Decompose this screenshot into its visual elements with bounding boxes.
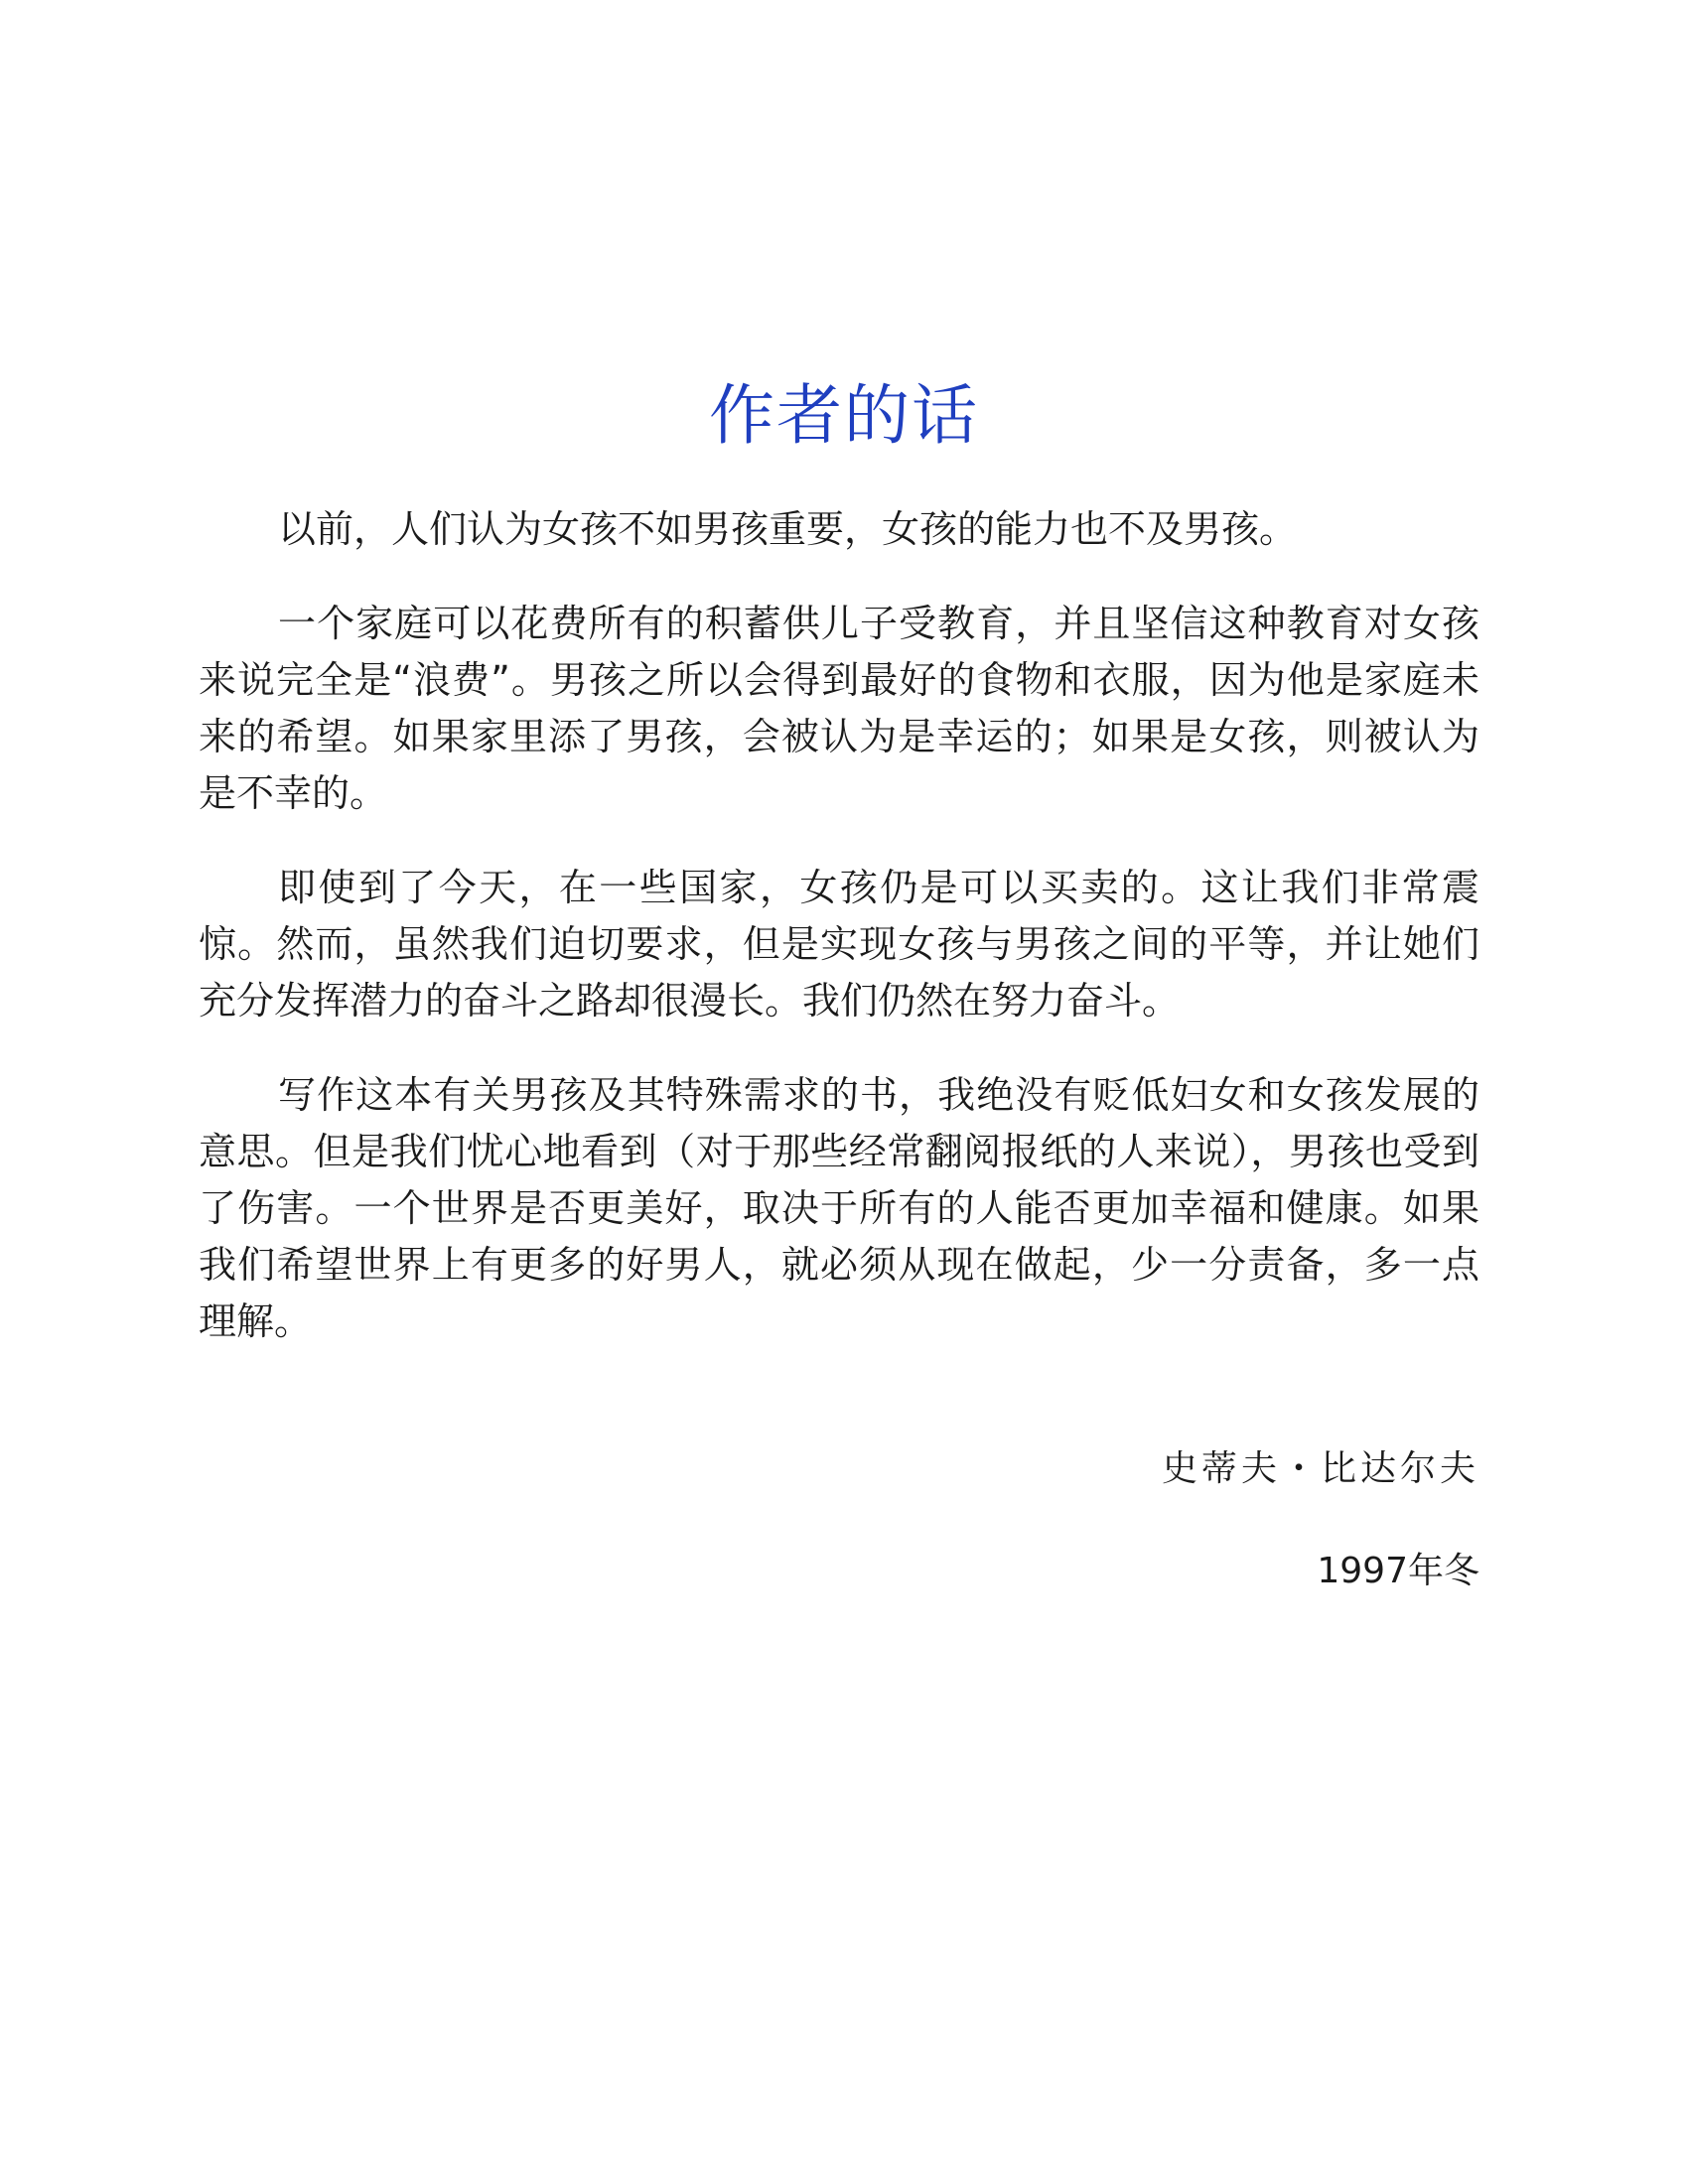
- paragraph-3: 即使到了今天，在一些国家，女孩仍是可以买卖的。这让我们非常震惊。然而，虽然我们迫切要求，但是实现女孩与男孩之间的平等，并让她们充分发挥潜力的奋斗之路却很漫长。我们仍然在努力奋斗。: [199, 866, 1479, 1023]
- paragraph-1: 以前，人们认为女孩不如男孩重要，女孩的能力也不及男孩。: [278, 507, 1298, 551]
- paragraph-4: 写作这本有关男孩及其特殊需求的书，我绝没有贬低妇女和女孩发展的意思。但是我们忧心地看到（对于那些经常翻阅报纸的人来说），男孩也受到了伤害。一个世界是否更美好，取决于所有的人能否更加幸福和健康。如果我们希望世界上有更多的好男人，就必须从现在做起，少一分责备，多一点理解。: [199, 1073, 1479, 1343]
- author-signature: 史蒂夫・比达尔夫: [1161, 1448, 1479, 1489]
- paragraph-2: 一个家庭可以花费所有的积蓄供儿子受教育，并且坚信这种教育对女孩来说完全是“浪费”。男孩之所以会得到最好的食物和衣服，因为他是家庭未来的希望。如果家里添了男孩，会被认为是幸运的；如果是女孩，则被认为是不幸的。: [199, 602, 1479, 815]
- page-title: 作者的话: [709, 377, 979, 455]
- body-text: [199, 501, 1479, 1388]
- date-line: 1997年冬: [1317, 1551, 1479, 1591]
